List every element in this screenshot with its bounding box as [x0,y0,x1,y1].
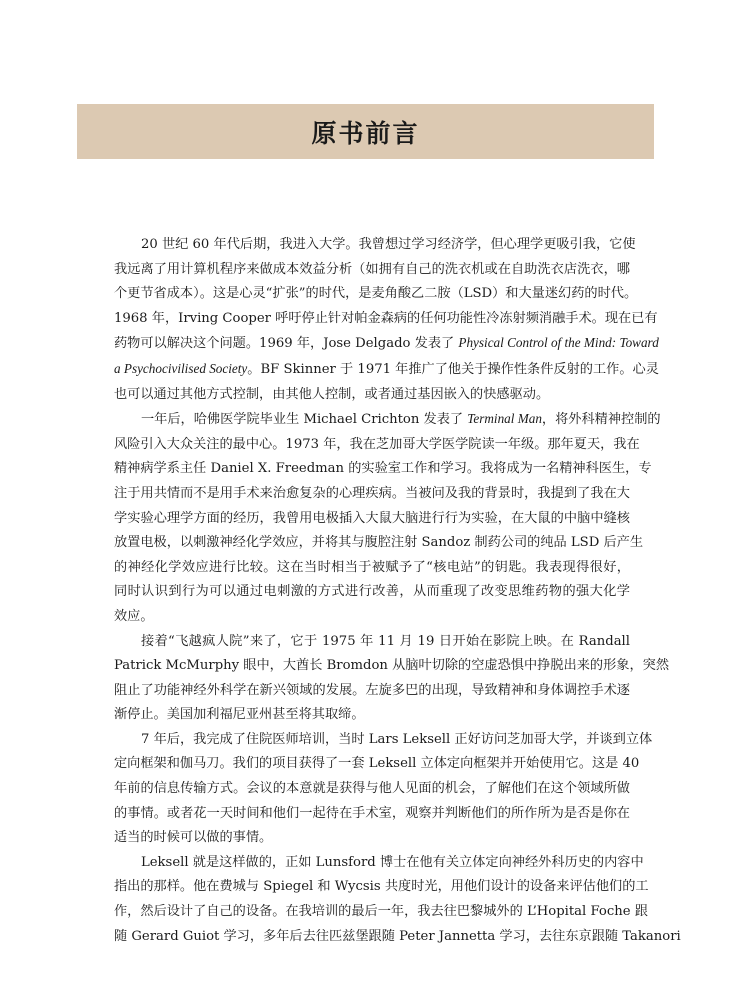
text-line: 个更节省成本）。这是心灵“扩张”的时代，是麦角酸乙二胺（LSD）和大量迷幻药的时代。 [114,286,638,302]
text-line: 同时认识到行为可以通过电刺激的方式进行改善，从而重现了改变思维药物的强大化学 [114,584,630,600]
text-line: 的神经化学效应进行比较。这在当时相当于被赋予了“核电站”的钥匙。我表现得很好， [114,559,630,575]
chapter-title: 原书前言 [311,118,420,148]
text-line: 我远离了用计算机程序来做成本效益分析（如拥有自己的洗衣机或在自助洗衣店洗衣，哪 [114,261,630,277]
text-line: 指出的那样。他在费城与 Spiegel 和 Wycsis 共度时光，用他们设计的设备来评估他们的工 [114,879,649,895]
text-line: 适当的时候可以做的事情。 [114,830,273,846]
book-title-italic: Physical Control of the Mind: Toward [458,335,659,351]
text-line [114,357,659,383]
text-segment: 。BF Skinner 于 1971 年推广了他关于操作性条件反射的工作。心灵 [247,361,659,377]
text-segment: 一年后，哈佛医学院毕业生 Michael Crichton 发表了 [141,412,468,428]
text-line: 随 Gerard Guiot 学习，多年后去往匹兹堡跟随 Peter Jannetta 学习，去往东京跟随 Takanori [114,928,681,944]
text-line: 阻止了功能神经外科学在新兴领域的发展。左旋多巴的出现，导致精神和身体调控手术逐 [114,682,630,698]
text-line: 精神病学系主任 Daniel X. Freedman 的实验室工作和学习。我将成为一名精神科医生，专 [114,461,652,477]
book-title-italic: Terminal Man [467,411,542,427]
text-line: 学实验心理学方面的经历，我曾用电极插入大鼠大脑进行行为实验，在大鼠的中脑中缝核 [114,510,630,526]
text-line: 20 世纪 60 年代后期，我进入大学。我曾想过学习经济学，但心理学更吸引我，它使 [141,237,636,252]
text-line: 7 年后，我完成了住院医师培训，当时 Lars Leksell 正好访问芝加哥大学，并谈到立体 [141,731,653,747]
text-line: 1968 年，Irving Cooper 呼吁停止针对帕金森病的任何功能性冷冻射频消融手术。现在已有 [114,310,658,326]
text-line: 年前的信息传输方式。会议的本意就是获得与他人见面的机会，了解他们在这个领域所做 [114,781,630,797]
text-line: 放置电极，以刺激神经化学效应，并将其与腹腔注射 Sandoz 制药公司的纯品 LSD 后产生 [114,535,644,551]
text-line: 注于用共情而不是用手术来治愈复杂的心理疾病。当被问及我的背景时，我提到了我在大 [114,485,630,501]
book-title-italic: a Psychocivilised Society [114,360,248,376]
chapter-title-band [77,104,654,159]
text-line: 渐停止。美国加利福尼亚州甚至将其取缔。 [114,707,365,723]
text-line: 风险引入大众关注的最中心。1973 年，我在芝加哥大学医学院读一年级。那年夏天，我在 [114,436,640,452]
text-segment: 药物可以解决这个问题。1969 年，Jose Delgado 发表了 [114,336,459,352]
text-line [114,331,659,357]
text-line: 接着“飞越疯人院”来了，它于 1975 年 11 月 19 日开始在影院上映。在 Randall [141,633,630,649]
text-line: Leksell 就是这样做的，正如 Lunsford 博士在他有关立体定向神经外科历史的内容中 [141,854,644,870]
text-line: 作，然后设计了自己的设备。在我培训的最后一年，我去往巴黎城外的 L’Hopital Foche 跟 [114,904,648,920]
text-segment: ，将外科精神控制的 [541,412,661,428]
text-line: 的事情。或者花一天时间和他们一起待在手术室，观察并判断他们的所作所为是否是你在 [114,805,630,821]
text-line: 也可以通过其他方式控制，由其他人控制，或者通过基因嵌入的快感驱动。 [114,386,550,402]
text-line: 效应。 [114,608,154,624]
text-line [114,407,661,433]
text-line: Patrick McMurphy 眼中，大酋长 Bromdon 从脑叶切除的空虚恐惧中挣脱出来的形象，突然 [114,658,670,674]
body-text [114,233,681,949]
text-line: 定向框架和伽马刀。我们的项目获得了一套 Leksell 立体定向框架并开始使用它。这是 40 [114,756,640,772]
